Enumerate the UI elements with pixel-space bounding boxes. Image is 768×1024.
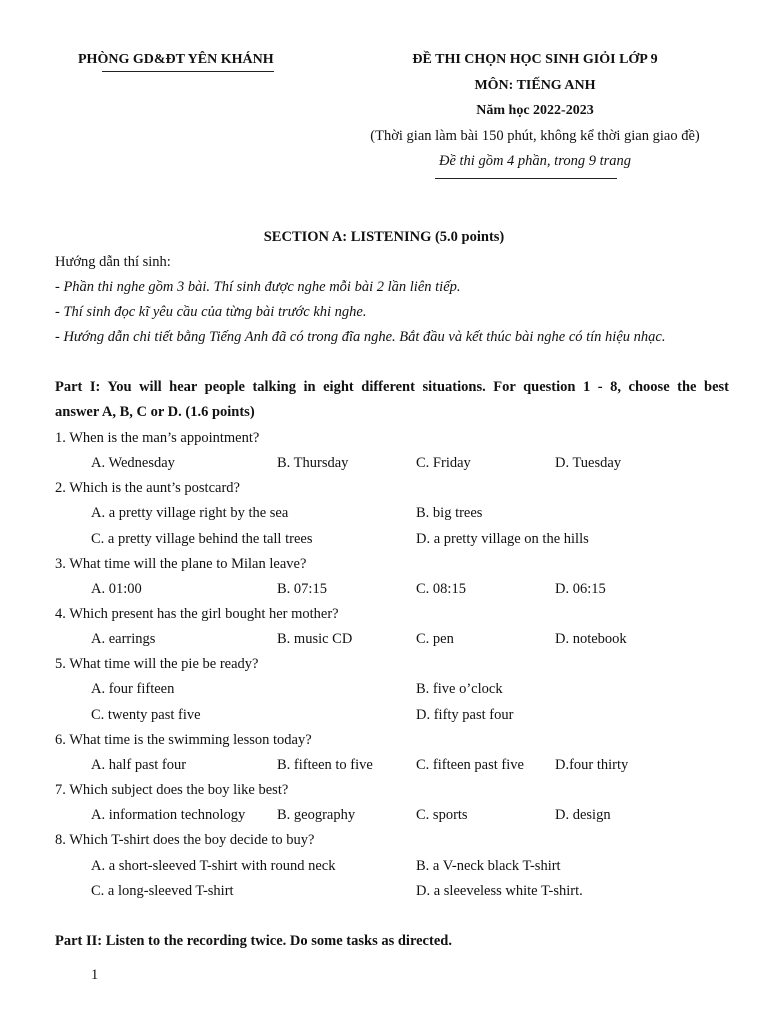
question-7: 7. Which subject does the boy like best? [55, 782, 289, 798]
question-1: 1. When is the man’s appointment? [55, 430, 260, 446]
department-name: PHÒNG GD&ĐT YÊN KHÁNH [78, 52, 274, 67]
question-4: 4. Which present has the girl bought her mother? [55, 606, 339, 622]
q5-option-d: D. fifty past four [416, 707, 514, 723]
q4-option-b: B. music CD [277, 631, 353, 647]
pages-note: Đề thi gồm 4 phần, trong 9 trang [439, 153, 631, 169]
q7-option-a: A. information technology [91, 807, 246, 823]
part1-instruction-line1: Part I: You will hear people talking in eight different situations. For question 1 - 8, choose the best [55, 379, 729, 395]
q6-option-b: B. fifteen to five [277, 757, 373, 773]
time-note: (Thời gian làm bài 150 phút, không kể thời gian giao đề) [370, 128, 700, 144]
q6-option-a: A. half past four [91, 757, 187, 773]
q3-option-a: A. 01:00 [91, 581, 142, 597]
department-underline [102, 71, 274, 72]
q5-option-b: B. five o’clock [416, 681, 503, 697]
q5-option-a: A. four fifteen [91, 681, 175, 697]
part1-instruction-line2: answer A, B, C or D. (1.6 points) [55, 404, 255, 420]
exam-subject: MÔN: TIẾNG ANH [474, 78, 596, 93]
q4-option-c: C. pen [416, 631, 454, 647]
q8-option-b: B. a V-neck black T-shirt [416, 858, 561, 874]
q1-option-b: B. Thursday [277, 455, 349, 471]
q1-option-a: A. Wednesday [91, 455, 175, 471]
q8-option-a: A. a short-sleeved T-shirt with round neck [91, 858, 336, 874]
q3-option-d: D. 06:15 [555, 581, 606, 597]
q8-option-c: C. a long-sleeved T-shirt [91, 883, 234, 899]
question-8: 8. Which T-shirt does the boy decide to buy? [55, 832, 315, 848]
q6-option-c: C. fifteen past five [416, 757, 524, 773]
q8-option-d: D. a sleeveless white T-shirt. [416, 883, 583, 899]
school-year: Năm học 2022-2023 [476, 103, 594, 118]
exam-title: ĐỀ THI CHỌN HỌC SINH GIỎI LỚP 9 [412, 52, 658, 67]
question-6: 6. What time is the swimming lesson today? [55, 732, 312, 748]
guide-line-1: - Phần thi nghe gồm 3 bài. Thí sinh được nghe mỗi bài 2 lần liên tiếp. [55, 279, 461, 295]
q7-option-d: D. design [555, 807, 611, 823]
q2-option-d: D. a pretty village on the hills [416, 531, 589, 547]
q3-option-b: B. 07:15 [277, 581, 327, 597]
q3-option-c: C. 08:15 [416, 581, 466, 597]
q7-option-c: C. sports [416, 807, 468, 823]
page-number: 1 [91, 967, 99, 983]
guide-line-2: - Thí sinh đọc kĩ yêu cầu của từng bài trước khi nghe. [55, 304, 367, 320]
q7-option-b: B. geography [277, 807, 356, 823]
guide-line-3: - Hướng dẫn chi tiết bằng Tiếng Anh đã có trong đĩa nghe. Bắt đầu và kết thúc bài nghe có tín hiệu nhạc. [55, 329, 666, 345]
part2-instruction: Part II: Listen to the recording twice. Do some tasks as directed. [55, 933, 452, 949]
q6-option-d: D.four thirty [555, 757, 629, 773]
section-a-title: SECTION A: LISTENING (5.0 points) [263, 229, 505, 245]
guide-label: Hướng dẫn thí sinh: [55, 254, 171, 270]
question-3: 3. What time will the plane to Milan leave? [55, 556, 307, 572]
q4-option-a: A. earrings [91, 631, 156, 647]
q1-option-c: C. Friday [416, 455, 471, 471]
question-5: 5. What time will the pie be ready? [55, 656, 259, 672]
question-2: 2. Which is the aunt’s postcard? [55, 480, 240, 496]
header-divider [435, 178, 617, 179]
q4-option-d: D. notebook [555, 631, 627, 647]
q2-option-b: B. big trees [416, 505, 483, 521]
q1-option-d: D. Tuesday [555, 455, 622, 471]
q2-option-c: C. a pretty village behind the tall trees [91, 531, 313, 547]
q5-option-c: C. twenty past five [91, 707, 201, 723]
q2-option-a: A. a pretty village right by the sea [91, 505, 289, 521]
